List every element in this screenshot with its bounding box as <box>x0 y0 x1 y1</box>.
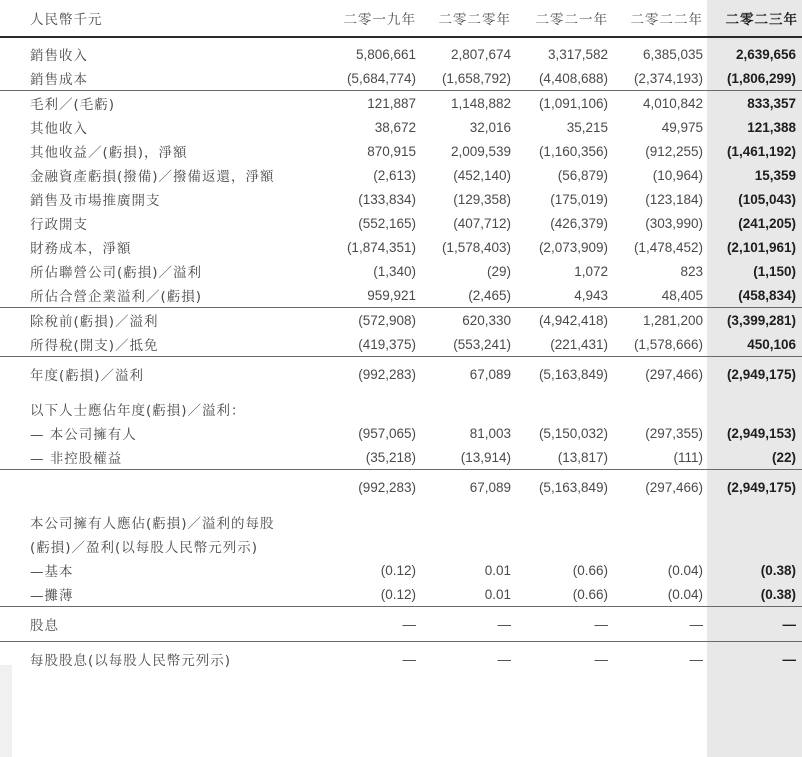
value-cell: (5,684,774) <box>346 70 416 86</box>
table-row <box>0 607 802 642</box>
table-row <box>0 91 802 116</box>
value-cell: (2,949,175) <box>707 470 802 505</box>
row-label <box>0 470 320 505</box>
row-label: — 非控股權益 <box>30 451 123 467</box>
value-cell: (0.12) <box>380 586 416 602</box>
value-cell: 49,975 <box>661 119 703 135</box>
row-label: 銷售及市場推廣開支 <box>30 193 161 209</box>
value-cell: 3,317,582 <box>547 46 608 62</box>
row-label: 財務成本，淨額 <box>30 241 132 257</box>
table-row <box>0 66 802 91</box>
value-cell <box>320 391 420 421</box>
value-cell: (123,184) <box>645 191 703 207</box>
value-cell: (1,160,356) <box>538 143 608 159</box>
value-cell: 1,281,200 <box>612 308 707 333</box>
value-cell: (1,874,351) <box>346 239 416 255</box>
row-label: 毛利／(毛虧) <box>0 91 320 116</box>
value-cell: (22) <box>771 449 796 465</box>
value-cell: (303,990) <box>645 215 703 231</box>
value-cell: (572,908) <box>320 308 420 333</box>
value-cell: 32,016 <box>469 119 511 135</box>
value-cell: (419,375) <box>358 336 416 352</box>
table-row <box>0 115 802 139</box>
value-cell <box>320 534 420 558</box>
value-cell: — <box>320 642 420 677</box>
table-row <box>0 259 802 283</box>
table-row <box>0 421 802 445</box>
year-header-2023: 二零二三年 <box>707 0 802 37</box>
value-cell: (407,712) <box>453 215 511 231</box>
row-label: 股息 <box>0 607 320 642</box>
value-cell <box>612 504 707 534</box>
row-label: 所佔合營企業溢利／(虧損) <box>30 289 203 305</box>
value-cell: (1,578,403) <box>441 239 511 255</box>
row-label: 銷售收入 <box>30 48 88 64</box>
value-cell <box>515 504 612 534</box>
value-cell: (0.04) <box>667 586 703 602</box>
value-cell: — <box>320 607 420 642</box>
value-cell: 4,010,842 <box>612 91 707 116</box>
value-cell: (13,817) <box>557 449 608 465</box>
value-cell: (56,879) <box>557 167 608 183</box>
value-cell <box>612 534 707 558</box>
value-cell: 15,359 <box>754 167 796 183</box>
value-cell: 959,921 <box>367 287 416 303</box>
table-row <box>0 445 802 470</box>
table-row <box>0 187 802 211</box>
value-cell: (2,465) <box>468 287 511 303</box>
value-cell: (458,834) <box>738 287 796 303</box>
value-cell: (10,964) <box>652 167 703 183</box>
value-cell: (0.04) <box>667 562 703 578</box>
row-label: 每股股息(以每股人民幣元列示) <box>0 642 320 677</box>
value-cell: (35,218) <box>365 449 416 465</box>
value-cell <box>420 504 515 534</box>
value-cell: (426,379) <box>550 215 608 231</box>
row-label: (虧損)／盈利(以每股人民幣元列示) <box>30 540 259 556</box>
value-cell <box>515 534 612 558</box>
value-cell: (1,658,792) <box>441 70 511 86</box>
value-cell: (105,043) <box>738 191 796 207</box>
year-header-2021: 二零二一年 <box>515 0 612 37</box>
value-cell: (552,165) <box>358 215 416 231</box>
value-cell: 48,405 <box>661 287 703 303</box>
value-cell: (912,255) <box>645 143 703 159</box>
value-cell: 6,385,035 <box>642 46 703 62</box>
value-cell: (1,461,192) <box>726 143 796 159</box>
value-cell: (0.12) <box>380 562 416 578</box>
value-cell: (2,613) <box>373 167 416 183</box>
value-cell: 2,807,674 <box>450 46 511 62</box>
value-cell: (5,163,849) <box>515 470 612 505</box>
value-cell: (2,949,175) <box>707 357 802 392</box>
row-label: 所佔聯營公司(虧損)／溢利 <box>30 265 203 281</box>
value-cell: — <box>707 642 802 677</box>
value-cell: (1,478,452) <box>633 239 703 255</box>
value-cell: (241,205) <box>738 215 796 231</box>
value-cell: 1,072 <box>574 263 608 279</box>
value-cell: — <box>515 642 612 677</box>
value-cell: (992,283) <box>320 470 420 505</box>
value-cell: (2,374,193) <box>633 70 703 86</box>
value-cell: 67,089 <box>420 470 515 505</box>
value-cell: (5,163,849) <box>515 357 612 392</box>
value-cell: (4,942,418) <box>515 308 612 333</box>
value-cell: — <box>612 642 707 677</box>
row-label: 除稅前(虧損)／溢利 <box>0 308 320 333</box>
row-label: 其他收入 <box>30 121 88 137</box>
value-cell: 0.01 <box>484 562 511 578</box>
value-cell: (992,283) <box>320 357 420 392</box>
value-cell: 823 <box>680 263 703 279</box>
table-row <box>0 163 802 187</box>
value-cell: (111) <box>673 449 703 465</box>
value-cell: (4,408,688) <box>538 70 608 86</box>
year-header-2022: 二零二二年 <box>612 0 707 37</box>
table-row <box>0 308 802 333</box>
value-cell: (1,340) <box>373 263 416 279</box>
table-row <box>0 332 802 357</box>
row-label: 行政開支 <box>30 217 88 233</box>
table-row <box>0 391 802 421</box>
row-label: —基本 <box>30 564 74 580</box>
value-cell <box>515 391 612 421</box>
value-cell: (133,834) <box>358 191 416 207</box>
value-cell: (129,358) <box>453 191 511 207</box>
value-cell: (2,101,961) <box>726 239 796 255</box>
table-row <box>0 470 802 505</box>
value-cell: (3,399,281) <box>707 308 802 333</box>
row-label: 所得稅(開支)／抵免 <box>30 338 159 354</box>
value-cell: (221,431) <box>550 336 608 352</box>
value-cell <box>707 534 802 558</box>
row-label: 年度(虧損)／溢利 <box>0 357 320 392</box>
value-cell: (1,578,666) <box>633 336 703 352</box>
row-label: 以下人士應佔年度(虧損)／溢利： <box>30 403 246 419</box>
value-cell: 833,357 <box>707 91 802 116</box>
year-header-2019: 二零一九年 <box>320 0 420 37</box>
value-cell: 1,148,882 <box>420 91 515 116</box>
value-cell: — <box>612 607 707 642</box>
value-cell: — <box>515 607 612 642</box>
value-cell: 121,388 <box>747 119 796 135</box>
value-cell: 38,672 <box>374 119 416 135</box>
value-cell: 2,009,539 <box>450 143 511 159</box>
table-row <box>0 211 802 235</box>
table-row <box>0 534 802 558</box>
header-row <box>0 0 802 37</box>
value-cell: (957,065) <box>358 425 416 441</box>
row-label: — 本公司擁有人 <box>30 427 137 443</box>
value-cell: 81,003 <box>469 425 511 441</box>
table-row <box>0 37 802 66</box>
value-cell: (553,241) <box>453 336 511 352</box>
value-cell: (0.38) <box>760 562 796 578</box>
value-cell: (0.66) <box>572 562 608 578</box>
value-cell: 121,887 <box>320 91 420 116</box>
table-row <box>0 642 802 677</box>
value-cell: 0.01 <box>484 586 511 602</box>
value-cell: (0.66) <box>572 586 608 602</box>
value-cell <box>612 391 707 421</box>
row-label: 本公司擁有人應佔(虧損)／溢利的每股 <box>30 516 275 532</box>
value-cell <box>320 504 420 534</box>
value-cell: (175,019) <box>550 191 608 207</box>
table-row <box>0 283 802 308</box>
value-cell <box>420 391 515 421</box>
unit-label: 人民幣千元 <box>0 0 320 37</box>
table-row <box>0 357 802 392</box>
value-cell: 67,089 <box>420 357 515 392</box>
value-cell: (452,140) <box>453 167 511 183</box>
value-cell: (13,914) <box>460 449 511 465</box>
value-cell: (2,073,909) <box>538 239 608 255</box>
value-cell: — <box>420 642 515 677</box>
row-label: 金融資產虧損(撥備)／撥備返還，淨額 <box>30 169 275 185</box>
value-cell: (297,466) <box>612 357 707 392</box>
value-cell <box>707 504 802 534</box>
value-cell: (2,949,153) <box>726 425 796 441</box>
value-cell: (0.38) <box>760 586 796 602</box>
value-cell: (1,091,106) <box>515 91 612 116</box>
value-cell: (1,150) <box>753 263 796 279</box>
value-cell: (1,806,299) <box>726 70 796 86</box>
value-cell: — <box>707 607 802 642</box>
value-cell: 450,106 <box>747 336 796 352</box>
row-label: 銷售成本 <box>30 72 88 88</box>
value-cell: (297,355) <box>645 425 703 441</box>
table-row <box>0 139 802 163</box>
value-cell: 2,639,656 <box>735 46 796 62</box>
year-header-2020: 二零二零年 <box>420 0 515 37</box>
table-row <box>0 582 802 607</box>
value-cell <box>420 534 515 558</box>
value-cell: 620,330 <box>420 308 515 333</box>
value-cell <box>707 391 802 421</box>
row-label: —攤薄 <box>30 588 74 604</box>
value-cell: (29) <box>486 263 511 279</box>
value-cell: (5,150,032) <box>538 425 608 441</box>
table-row <box>0 504 802 534</box>
value-cell: 870,915 <box>367 143 416 159</box>
row-label: 其他收益／(虧損)，淨額 <box>30 145 188 161</box>
value-cell: — <box>420 607 515 642</box>
value-cell: 35,215 <box>566 119 608 135</box>
value-cell: (297,466) <box>612 470 707 505</box>
table-row <box>0 558 802 582</box>
value-cell: 5,806,661 <box>355 46 416 62</box>
page-edge-tab <box>0 665 12 757</box>
value-cell: 4,943 <box>574 287 608 303</box>
table-row <box>0 235 802 259</box>
